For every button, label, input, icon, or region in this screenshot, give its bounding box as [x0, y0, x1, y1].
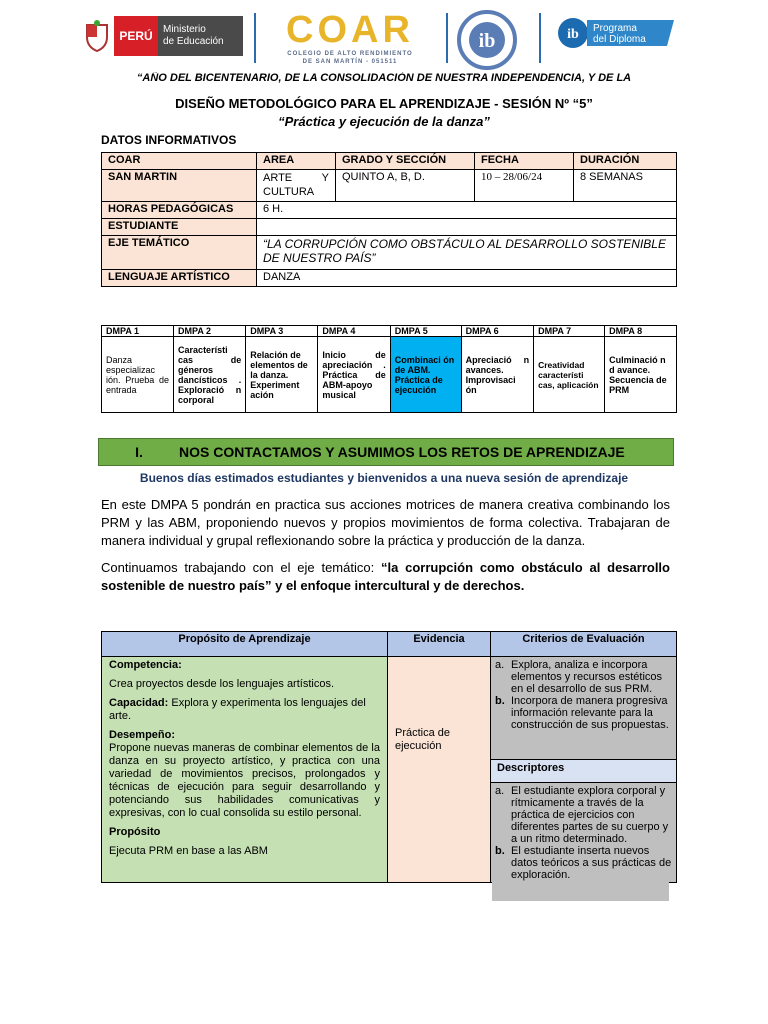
eje-value: “LA CORRUPCIÓN COMO OBSTÁCULO AL DESARROLLO SOSTENIBLE DE NUESTRO PAÍS”	[257, 236, 677, 270]
section-number: I.	[135, 444, 143, 460]
descriptor-b: El estudiante inserta nuevos datos teóricos a sus prácticas de exploración.	[511, 845, 672, 881]
dmpa-header: DMPA 6	[461, 326, 533, 337]
criterio-a: Explora, analiza e incorpora elementos y recursos estéticos en el desarrollo de sus PRM.	[511, 659, 663, 695]
dmpa-cell-current: Combinaci ón de ABM. Práctica de ejecución	[390, 337, 461, 413]
dmpa-header: DMPA 1	[102, 326, 174, 337]
divider	[254, 13, 256, 63]
estudiante-value	[257, 219, 677, 236]
dmpa-table	[101, 325, 677, 413]
header-coar: COAR	[102, 153, 257, 170]
eje-label: EJE TEMÁTICO	[102, 236, 257, 270]
ib-world-school-logo	[457, 10, 517, 70]
horas-value: 6 H.	[257, 202, 677, 219]
dmpa-header: DMPA 7	[534, 326, 605, 337]
dmpa-cell: Inicio de apreciación . Práctica de ABM-apoyo musical	[318, 337, 390, 413]
header-duracion: DURACIÓN	[574, 153, 677, 170]
duracion-value: 8 SEMANAS	[574, 170, 677, 202]
dmpa-cell: Apreciació n avances. Improvisaci ón	[461, 337, 533, 413]
header-proposito: Propósito de Aprendizaje	[102, 632, 388, 657]
section-title: NOS CONTACTAMOS Y ASUMIMOS LOS RETOS DE APRENDIZAJE	[179, 444, 625, 460]
capacidad: Explora y experimenta los lenguajes del arte.	[109, 697, 366, 722]
criterios-cell: a. Explora, analiza e incorpora elementos y recursos estéticos en el desarrollo de sus PRM. b. Incorpora de manera progresiva información relevante para la construcción de sus propuestas. Descriptores a. El estudiante explora corporal y rítmicamente a través de la práctica de ejercicios con diferentes partes de su cuerpo y a un ritmo determinado. b. El estudiante inserta nuevos datos teóricos a sus prácticas de exploración.	[491, 657, 677, 883]
divider	[539, 13, 541, 63]
estudiante-label: ESTUDIANTE	[102, 219, 257, 236]
coar-value: SAN MARTIN	[102, 170, 257, 202]
info-table	[101, 152, 677, 287]
dmpa-cell: Creatividad característi cas, aplicación	[534, 337, 605, 413]
page-title: DISEÑO METODOLÓGICO PARA EL APRENDIZAJE - SESIÓN Nº “5”	[175, 96, 593, 111]
coar-logo: COAR COLEGIO DE ALTO RENDIMIENTO DE SAN MARTÍN - 051511	[286, 9, 414, 65]
dmpa-header: DMPA 2	[174, 326, 246, 337]
ministerio-label: Ministerio de Educación	[158, 16, 243, 56]
dmpa-header: DMPA 8	[605, 326, 677, 337]
svg-text:del Diploma: del Diploma	[593, 34, 646, 45]
dmpa-cell: Danza especializac ión. Prueba de entrada	[102, 337, 174, 413]
header-fecha: FECHA	[475, 153, 574, 170]
header-evidencia: Evidencia	[388, 632, 491, 657]
proposito: Ejecuta PRM en base a las ABM	[109, 845, 268, 857]
section-heading	[98, 438, 674, 466]
header-criterios: Criterios de Evaluación	[491, 632, 677, 657]
eje-paragraph: Continuamos trabajando con el eje temático: “la corrupción como obstáculo al desarrollo sostenible de nuestro país” y el enfoque intercultural y de derechos.	[101, 560, 670, 593]
ib-diploma-logo	[557, 17, 674, 49]
dmpa-header: DMPA 3	[246, 326, 318, 337]
page-subtitle: “Práctica y ejecución de la danza”	[278, 114, 490, 129]
svg-text:Programa: Programa	[593, 23, 637, 34]
coat-of-arms-icon	[80, 16, 114, 56]
divider	[446, 13, 448, 63]
criterio-b: Incorpora de manera progresiva información relevante para la construcción de sus propuestas.	[511, 695, 669, 731]
dmpa-cell: Culminació n d avance. Secuencia de PRM	[605, 337, 677, 413]
fecha-value: 10 – 28/06/24	[475, 170, 574, 202]
purpose-cell: Competencia: Crea proyectos desde los lenguajes artísticos. Capacidad: Explora y experimenta los lenguajes del arte. Desempeño: Propone nuevas maneras de combinar elementos de la danza en su proyecto artístico, y practica con una variedad de movimientos precisos, prolongados y técnicas de ejecución para seguir desarrollando y potenciando sus habilidades comunicativas y expresivas, con lo cual consolida su estilo personal. Propósito Ejecuta PRM en base a las ABM	[102, 657, 388, 883]
desempeno: Propone nuevas maneras de combinar elementos de la danza en su proyecto artístico, y practica con una variedad de movimientos precisos, prolongados y técnicas de ejecución para seguir desarrollando y potenciando sus habilidades comunicativas y expresivas, con lo cual consolida su estilo personal.	[109, 742, 380, 819]
descriptor-a: El estudiante explora corporal y rítmicamente a través de la práctica de ejercicios con diferentes partes de su cuerpo y a un ritmo determinado.	[511, 785, 669, 845]
lenguaje-value: DANZA	[257, 270, 677, 287]
dmpa-header: DMPA 5	[390, 326, 461, 337]
intro-paragraph: En este DMPA 5 pondrán en practica sus acciones motrices de manera creativa combinando los PRM y las ABM, proponiendo nuevos y propios movimientos de forma colectiva. Trabajaran de manera individual y grupal reflexionando sobre la práctica y producción de la danza.	[101, 497, 670, 548]
grado-value: QUINTO A, B, D.	[336, 170, 475, 202]
horas-label: HORAS PEDAGÓGICAS	[102, 202, 257, 219]
competencia: Crea proyectos desde los lenguajes artísticos.	[109, 678, 335, 690]
peru-label: PERÚ	[114, 16, 158, 56]
grey-bar	[492, 882, 669, 901]
descriptores-label: Descriptores	[491, 759, 676, 783]
svg-text:ib: ib	[567, 27, 579, 42]
dmpa-cell: Característi cas de géneros dancísticos . Exploració n corporal	[174, 337, 246, 413]
evidencia-value: Práctica de ejecución	[388, 657, 491, 883]
header-grado: GRADO Y SECCIÓN	[336, 153, 475, 170]
purpose-table	[101, 631, 677, 883]
datos-informativos-label: DATOS INFORMATIVOS	[101, 133, 237, 147]
dmpa-header: DMPA 4	[318, 326, 390, 337]
area-value: ARTE Y CULTURA	[257, 170, 336, 202]
dmpa-cell: Relación de elementos de la danza. Experiment ación	[246, 337, 318, 413]
svg-text:ib: ib	[478, 30, 496, 52]
year-slogan: “AÑO DEL BICENTENARIO, DE LA CONSOLIDACIÓN DE NUESTRA INDEPENDENCIA, Y DE LA	[136, 72, 632, 84]
greeting: Buenos días estimados estudiantes y bienvenidos a una nueva sesión de aprendizaje	[139, 471, 629, 485]
lenguaje-label: LENGUAJE ARTÍSTICO	[102, 270, 257, 287]
header-area: AREA	[257, 153, 336, 170]
peru-minedu-logo	[80, 16, 243, 56]
